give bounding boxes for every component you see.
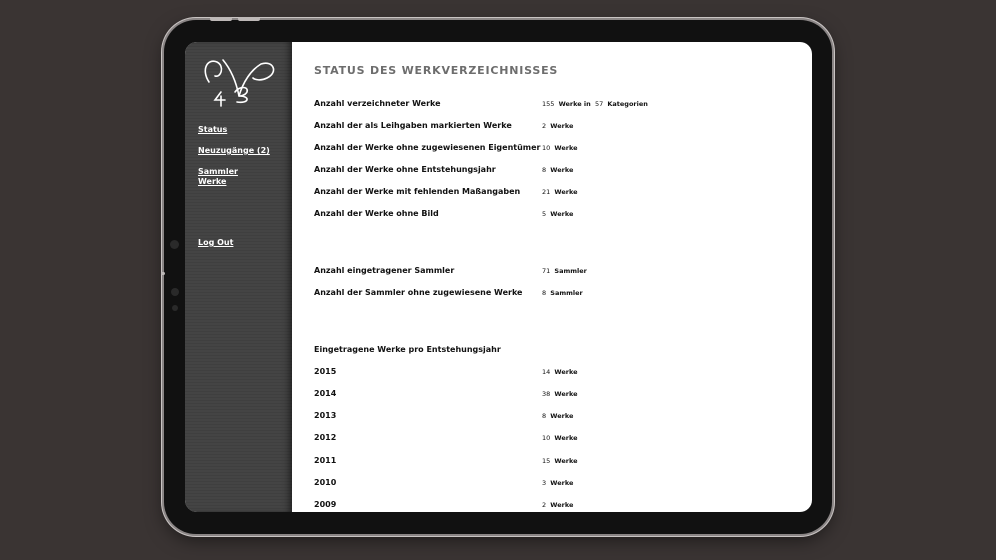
- year-label: 2014: [314, 389, 337, 398]
- stat-label: Anzahl der Werke mit fehlenden Maßangaben: [314, 187, 521, 196]
- year-label: 2015: [314, 367, 337, 376]
- year-label: 2010: [314, 478, 337, 487]
- stat-label: Anzahl der Werke ohne zugewiesenen Eigentümer: [314, 143, 541, 152]
- stat-label: Anzahl der Sammler ohne zugewiesene Werke: [314, 288, 523, 297]
- stat-value: 2 Werke: [542, 122, 574, 130]
- stat-label: Anzahl der Werke ohne Entstehungsjahr: [314, 165, 496, 174]
- stat-value: 10 Werke: [542, 144, 578, 152]
- stat-label: Anzahl der Werke ohne Bild: [314, 209, 439, 218]
- year-value: 3 Werke: [542, 479, 574, 487]
- year-value: 8 Werke: [542, 412, 574, 420]
- stat-label: Anzahl der als Leihgaben markierten Werke: [314, 121, 512, 130]
- camera-dot: [172, 305, 178, 311]
- stat-value: 5 Werke: [542, 210, 574, 218]
- stat-label: Anzahl verzeichneter Werke: [314, 99, 441, 108]
- logo-icon: [199, 52, 279, 108]
- tablet-frame: [164, 20, 832, 534]
- year-value: 15 Werke: [542, 457, 578, 465]
- year-label: 2009: [314, 500, 337, 509]
- stat-value: 71 Sammler: [542, 267, 587, 275]
- stat-value: 8 Sammler: [542, 289, 583, 297]
- nav-neuzugaenge-link[interactable]: Neuzugänge (2): [198, 146, 270, 155]
- year-value: 2 Werke: [542, 501, 574, 509]
- main-content: [292, 42, 812, 512]
- stat-value: 8 Werke: [542, 166, 574, 174]
- tablet-top-button: [238, 17, 260, 21]
- year-label: 2013: [314, 411, 337, 420]
- year-value: 38 Werke: [542, 390, 578, 398]
- year-value: 14 Werke: [542, 368, 578, 376]
- sidebar: [185, 42, 292, 512]
- camera-dot: [170, 240, 179, 249]
- year-value: 10 Werke: [542, 434, 578, 442]
- stat-value: 155 Werke in 57 Kategorien: [542, 100, 648, 108]
- tablet-top-button: [210, 17, 232, 21]
- nav-sammler-werke-link[interactable]: Sammler Werke: [198, 167, 238, 186]
- nav-status-link[interactable]: Status: [198, 125, 228, 134]
- stat-value: 21 Werke: [542, 188, 578, 196]
- nav-logout-link[interactable]: Log Out: [198, 238, 234, 247]
- page-title: STATUS DES WERKVERZEICHNISSES: [314, 64, 559, 77]
- section-heading-label: Eingetragene Werke pro Entstehungsjahr: [314, 345, 501, 354]
- camera-dot: [171, 288, 179, 296]
- stat-label: Anzahl eingetragener Sammler: [314, 266, 455, 275]
- tablet-side-button: [161, 272, 165, 275]
- year-label: 2012: [314, 433, 337, 442]
- year-label: 2011: [314, 456, 337, 465]
- app-screen: [185, 42, 812, 512]
